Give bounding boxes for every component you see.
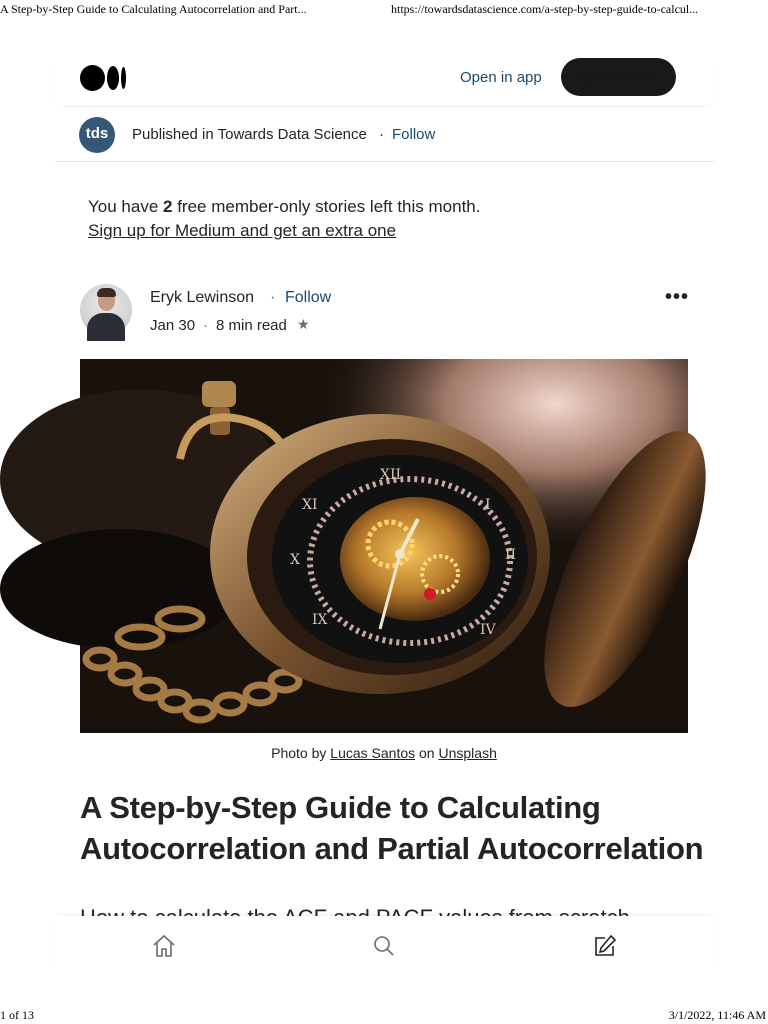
- home-icon[interactable]: [150, 932, 178, 960]
- svg-text:XI: XI: [302, 497, 318, 513]
- bottom-navigation-bar: [55, 916, 715, 978]
- hero-image: [80, 359, 688, 733]
- print-page-number: 1 of 13: [0, 1008, 34, 1022]
- print-footer: [0, 1006, 768, 1024]
- notice-suffix: free member-only stories left this month.: [172, 197, 481, 216]
- print-page-url: https://towardsdatascience.com/a-step-by-step-guide-to-calcul...: [391, 2, 699, 16]
- member-stories-notice: [88, 195, 480, 243]
- medium-logo-icon[interactable]: [80, 65, 130, 91]
- print-timestamp: 3/1/2022, 11:46 AM: [668, 1008, 766, 1022]
- separator-dot: ·: [270, 289, 276, 306]
- published-in-label[interactable]: Published in Towards Data Science: [132, 126, 367, 143]
- article-title: A Step-by-Step Guide to Calculating Autocorrelation and Partial Autocorrelation: [80, 790, 704, 866]
- author-avatar[interactable]: [80, 284, 132, 336]
- get-started-button[interactable]: Get started: [561, 58, 676, 96]
- photographer-link[interactable]: Lucas Santos: [330, 745, 416, 761]
- open-in-app-link[interactable]: Open in app: [460, 69, 542, 86]
- separator-dot: ·: [203, 317, 208, 334]
- more-options-icon[interactable]: •••: [665, 286, 690, 308]
- article-subtitle: [80, 904, 700, 916]
- member-only-star-icon: ★: [297, 316, 310, 332]
- caption-middle: on: [415, 745, 439, 761]
- svg-text:II: II: [505, 547, 517, 563]
- notice-prefix: You have: [88, 197, 163, 216]
- free-stories-count: 2: [163, 197, 173, 216]
- unsplash-link[interactable]: Unsplash: [438, 745, 497, 761]
- read-time: 8 min read: [216, 317, 287, 334]
- pocket-watch-illustration: [80, 359, 688, 733]
- sign-up-link[interactable]: Sign up for Medium and get an extra one: [88, 221, 397, 240]
- caption-prefix: Photo by: [271, 745, 331, 761]
- svg-text:IX: IX: [312, 612, 328, 628]
- follow-publication-button[interactable]: Follow: [392, 126, 436, 143]
- svg-text:IV: IV: [480, 622, 496, 638]
- publish-date: Jan 30: [150, 317, 196, 334]
- search-icon[interactable]: [370, 932, 398, 960]
- author-name[interactable]: Eryk Lewinson: [150, 289, 255, 306]
- print-header: [0, 0, 768, 18]
- separator-dot: ·: [379, 126, 384, 143]
- svg-text:XII: XII: [380, 467, 402, 483]
- write-icon[interactable]: [591, 932, 619, 960]
- publication-bar: [55, 110, 715, 162]
- follow-author-button[interactable]: Follow: [285, 289, 332, 306]
- top-navigation-bar: [55, 50, 715, 105]
- svg-text:I: I: [485, 497, 491, 513]
- svg-text:X: X: [290, 552, 300, 568]
- print-page-title: A Step-by-Step Guide to Calculating Autocorrelation and Part...: [0, 2, 307, 16]
- publication-logo[interactable]: tds: [79, 117, 115, 153]
- image-caption: [0, 745, 768, 761]
